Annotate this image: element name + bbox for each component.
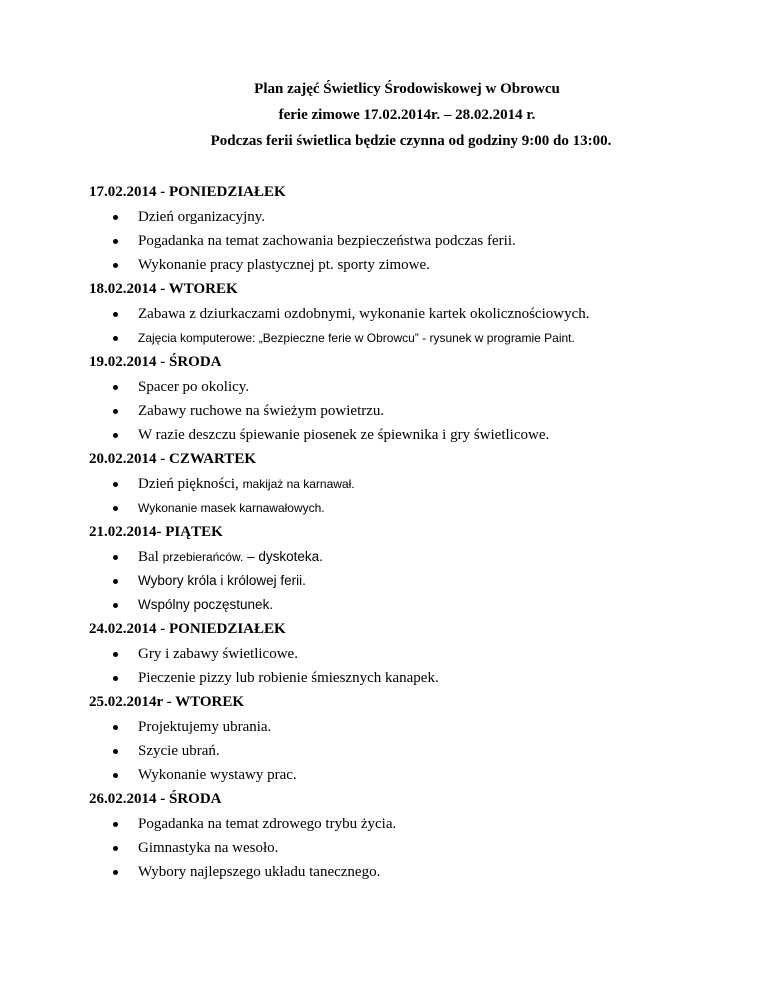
bullet-icon xyxy=(113,433,118,438)
bullet-icon xyxy=(113,870,118,875)
bullet-icon xyxy=(113,579,118,584)
activity-text: Zajęcia komputerowe: „Bezpieczne ferie w Obrowcu” - rysunek w programie Paint. xyxy=(138,331,575,345)
activity-item xyxy=(109,718,729,736)
bullet-icon xyxy=(113,846,118,851)
activity-item xyxy=(109,863,729,881)
bullet-icon xyxy=(113,506,118,511)
activity-list xyxy=(89,378,729,444)
day-section xyxy=(89,620,729,687)
activity-list xyxy=(89,305,729,347)
bullet-icon xyxy=(113,749,118,754)
day-section xyxy=(89,280,729,347)
day-heading: 18.02.2014 - WTOREK xyxy=(89,281,238,297)
activity-item xyxy=(109,499,729,517)
activity-text: Gry i zabawy świetlicowe. xyxy=(138,646,298,662)
activity-item xyxy=(109,572,729,590)
day-section xyxy=(89,353,729,444)
activity-list xyxy=(89,548,729,614)
day-heading: 24.02.2014 - PONIEDZIAŁEK xyxy=(89,621,286,637)
activity-text: W razie deszczu śpiewanie piosenek ze śpiewnika i gry świetlicowe. xyxy=(138,427,550,443)
schedule xyxy=(89,183,729,887)
activity-text: Wykonanie masek karnawałowych. xyxy=(138,501,325,515)
activity-list xyxy=(89,208,729,274)
bullet-icon xyxy=(113,239,118,244)
activity-text: Zabawa z dziurkaczami ozdobnymi, wykonanie kartek okolicznościowych. xyxy=(138,306,590,322)
bullet-icon xyxy=(113,652,118,657)
activity-text: Wykonanie wystawy prac. xyxy=(138,767,297,783)
day-section xyxy=(89,450,729,517)
bullet-icon xyxy=(113,482,118,487)
activity-list xyxy=(89,815,729,881)
bullet-icon xyxy=(113,773,118,778)
activity-item xyxy=(109,378,729,396)
activity-text: Wykonanie pracy plastycznej pt. sporty zimowe. xyxy=(138,257,430,273)
activity-text: Zabawy ruchowe na świeżym powietrzu. xyxy=(138,403,385,419)
day-heading: 25.02.2014r - WTOREK xyxy=(89,694,245,710)
activity-text: Pogadanka na temat zdrowego trybu życia. xyxy=(138,816,397,832)
activity-item xyxy=(109,208,729,226)
activity-item xyxy=(109,766,729,784)
activity-text: Wybory najlepszego układu tanecznego. xyxy=(138,864,381,880)
bullet-icon xyxy=(113,676,118,681)
bullet-icon xyxy=(113,263,118,268)
activity-text: Pieczenie pizzy lub robienie śmiesznych kanapek. xyxy=(138,670,439,686)
activity-text: – dyskoteka. xyxy=(243,549,323,564)
activity-item xyxy=(109,305,729,323)
bullet-icon xyxy=(113,822,118,827)
day-heading: 19.02.2014 - ŚRODA xyxy=(89,354,222,370)
activity-text: Wybory króla i królowej ferii. xyxy=(138,573,306,588)
activity-text: makijaż na karnawał. xyxy=(242,477,355,491)
activity-text: Pogadanka na temat zachowania bezpieczeństwa podczas ferii. xyxy=(138,233,516,249)
activity-item xyxy=(109,645,729,663)
document-header xyxy=(0,80,768,158)
day-heading: 26.02.2014 - ŚRODA xyxy=(89,791,222,807)
activity-item xyxy=(109,596,729,614)
activity-item xyxy=(109,475,729,493)
activity-text: Szycie ubrań. xyxy=(138,743,220,759)
bullet-icon xyxy=(113,409,118,414)
bullet-icon xyxy=(113,215,118,220)
activity-text: Gimnastyka na wesoło. xyxy=(138,840,279,856)
activity-text: przebierańców. xyxy=(162,550,244,564)
day-section xyxy=(89,523,729,614)
activity-item xyxy=(109,426,729,444)
bullet-icon xyxy=(113,725,118,730)
activity-list xyxy=(89,718,729,784)
bullet-icon xyxy=(113,555,118,560)
activity-item xyxy=(109,329,729,347)
activity-item xyxy=(109,839,729,857)
day-section xyxy=(89,693,729,784)
document-subtitle: ferie zimowe 17.02.2014r. – 28.02.2014 r. xyxy=(278,107,536,123)
activity-text: Dzień organizacyjny. xyxy=(138,209,266,225)
activity-text: Wspólny poczęstunek. xyxy=(138,597,274,612)
bullet-icon xyxy=(113,336,118,341)
bullet-icon xyxy=(113,385,118,390)
day-heading: 20.02.2014 - CZWARTEK xyxy=(89,451,256,467)
activity-item xyxy=(109,815,729,833)
activity-item xyxy=(109,256,729,274)
bullet-icon xyxy=(113,312,118,317)
activity-text: Bal xyxy=(138,549,163,565)
day-heading: 17.02.2014 - PONIEDZIAŁEK xyxy=(89,184,286,200)
activity-item xyxy=(109,548,729,566)
day-section xyxy=(89,790,729,881)
day-heading: 21.02.2014- PIĄTEK xyxy=(89,524,223,540)
activity-item xyxy=(109,402,729,420)
activity-item xyxy=(109,742,729,760)
activity-list xyxy=(89,645,729,687)
day-section xyxy=(89,183,729,274)
activity-item xyxy=(109,669,729,687)
activity-text: Projektujemy ubrania. xyxy=(138,719,272,735)
activity-text: Spacer po okolicy. xyxy=(138,379,250,395)
document-title: Plan zajęć Świetlicy Środowiskowej w Obrowcu xyxy=(254,81,560,97)
activity-text: Dzień piękności, xyxy=(138,476,243,492)
bullet-icon xyxy=(113,603,118,608)
activity-list xyxy=(89,475,729,517)
opening-hours-note: Podczas ferii świetlica będzie czynna od godziny 9:00 do 13:00. xyxy=(210,133,612,149)
activity-item xyxy=(109,232,729,250)
